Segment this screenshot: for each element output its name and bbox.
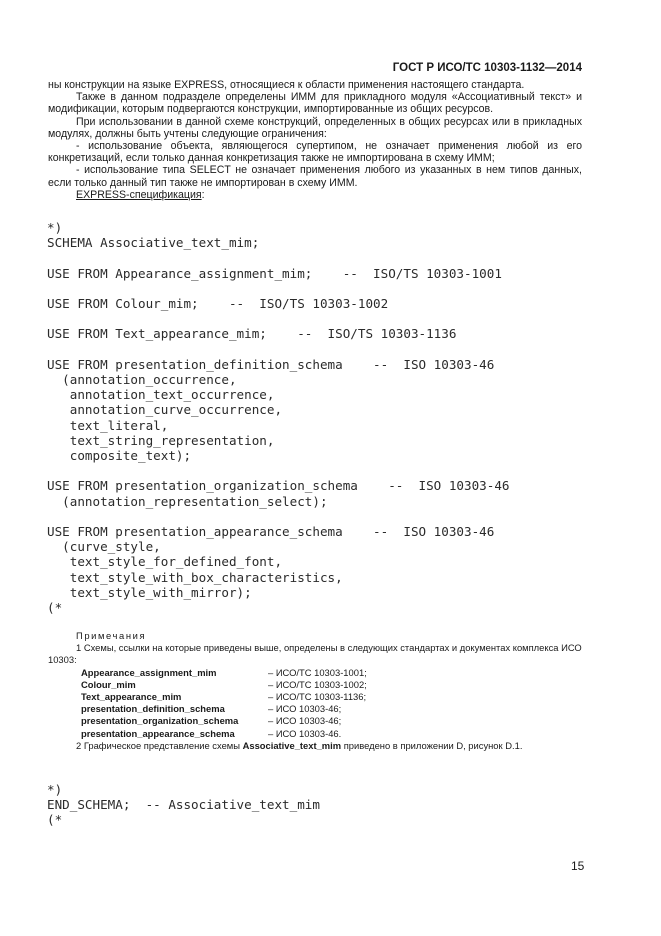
reference-list bbox=[48, 667, 582, 740]
code-line: text_string_representation, bbox=[47, 432, 275, 448]
document-header: ГОСТ Р ИСО/ТС 10303-1132—2014 bbox=[392, 62, 582, 74]
schema-name-bold: Associative_text_mim bbox=[242, 739, 342, 751]
code-line: text_style_with_mirror); bbox=[47, 584, 252, 600]
standard-ref: – ИСО/ТС 10303-1002; bbox=[268, 678, 367, 690]
code-line: (annotation_representation_select); bbox=[47, 493, 328, 509]
reference-row bbox=[48, 715, 582, 727]
code-line: (annotation_occurrence, bbox=[47, 372, 237, 388]
code-line bbox=[47, 509, 510, 524]
schema-name: Colour_mim bbox=[81, 678, 136, 690]
code-line bbox=[47, 311, 510, 326]
code-line: USE FROM presentation_appearance_schema -- ISO 10303-46 bbox=[47, 524, 495, 540]
reference-row bbox=[48, 703, 582, 715]
code-line bbox=[47, 281, 510, 296]
notes-section bbox=[48, 630, 582, 752]
reference-row bbox=[48, 728, 582, 740]
code-line: USE FROM Text_appearance_mim; -- ISO/TS 10303-1136 bbox=[47, 326, 457, 342]
code-line: text_style_with_box_characteristics, bbox=[47, 569, 343, 585]
schema-name: presentation_appearance_schema bbox=[81, 727, 235, 739]
code-line: USE FROM Appearance_assignment_mim; -- ISO/TS 10303-1001 bbox=[47, 265, 502, 281]
express-end-block bbox=[47, 782, 320, 828]
code-line: *) bbox=[47, 220, 63, 235]
schema-name: presentation_organization_schema bbox=[81, 715, 239, 727]
schema-name: Text_appearance_mim bbox=[81, 691, 182, 703]
constraint-item-select: - использование типа SELECT не означает применения любого из указанных в нем типов данных, если только данный тип также не импортирован в схему ИММ. bbox=[48, 164, 582, 189]
code-line: USE FROM presentation_definition_schema -- ISO 10303-46 bbox=[47, 356, 495, 372]
paragraph-constraints: При использовании в данной схеме конструкций, определенных в общих ресурсах или в прикладных модулях, должны быть учтены следующие ограничения: bbox=[48, 115, 582, 140]
constraint-item-supertype: - использование объекта, являющегося супертипом, не означает применения любой из его конкретизаций, если только данная конкретизация также не импортирована в схему ИММ; bbox=[48, 140, 582, 165]
code-line: *) bbox=[47, 782, 63, 797]
code-line: annotation_text_occurrence, bbox=[47, 387, 275, 403]
standard-ref: – ИСО/ТС 10303-1001; bbox=[268, 666, 367, 678]
code-line bbox=[47, 342, 510, 357]
code-line: text_literal, bbox=[47, 417, 169, 433]
express-code-block bbox=[47, 220, 510, 615]
reference-row bbox=[48, 667, 582, 679]
code-line: USE FROM presentation_organization_schema -- ISO 10303-46 bbox=[47, 478, 510, 494]
code-line: text_style_for_defined_font, bbox=[47, 554, 283, 570]
paragraph-continuation: ны конструкции на языке EXPRESS, относящиеся к области применения настоящего стандарта. bbox=[48, 79, 525, 91]
code-line bbox=[47, 250, 510, 265]
code-line: SCHEMA Associative_text_mim; bbox=[47, 235, 260, 251]
standard-ref: – ИСО 10303-46. bbox=[268, 727, 342, 739]
body-text bbox=[48, 79, 582, 201]
standard-ref: – ИСО 10303-46; bbox=[268, 715, 342, 727]
code-line: (* bbox=[47, 812, 63, 828]
schema-name: Appearance_assignment_mim bbox=[81, 666, 217, 678]
express-spec-link-text: EXPRESS-спецификация bbox=[76, 188, 202, 201]
note-2: 2 Графическое представление схемы Associative_text_mim приведено в приложении D, рисунок D.1. bbox=[76, 739, 523, 751]
code-line: annotation_curve_occurrence, bbox=[47, 402, 283, 418]
code-line: (* bbox=[47, 600, 63, 616]
code-line: USE FROM Colour_mim; -- ISO/TS 10303-1002 bbox=[47, 296, 389, 312]
standard-ref: – ИСО/ТС 10303-1136; bbox=[268, 691, 367, 703]
paragraph-imm: Также в данном подразделе определены ИММ для прикладного модуля «Ассоциативный текст» и модификации, которым подвергаются конструкции, импортированные из общих ресурсов. bbox=[48, 91, 582, 116]
reference-row bbox=[48, 691, 582, 703]
notes-title: Примечания bbox=[76, 630, 147, 641]
express-spec-label: EXPRESS-спецификация: bbox=[76, 188, 205, 201]
standard-ref: – ИСО 10303-46; bbox=[268, 703, 342, 715]
schema-name: presentation_definition_schema bbox=[81, 703, 225, 715]
code-line bbox=[47, 463, 510, 478]
reference-row bbox=[48, 679, 582, 691]
page-number: 15 bbox=[571, 859, 585, 873]
note-1: 1 Схемы, ссылки на которые приведены выше, определены в следующих стандартах и документах комплекса ИСО 10303: bbox=[48, 642, 582, 666]
code-line: composite_text); bbox=[47, 448, 192, 464]
code-line: (curve_style, bbox=[47, 539, 161, 555]
code-line: END_SCHEMA; -- Associative_text_mim bbox=[47, 797, 320, 813]
